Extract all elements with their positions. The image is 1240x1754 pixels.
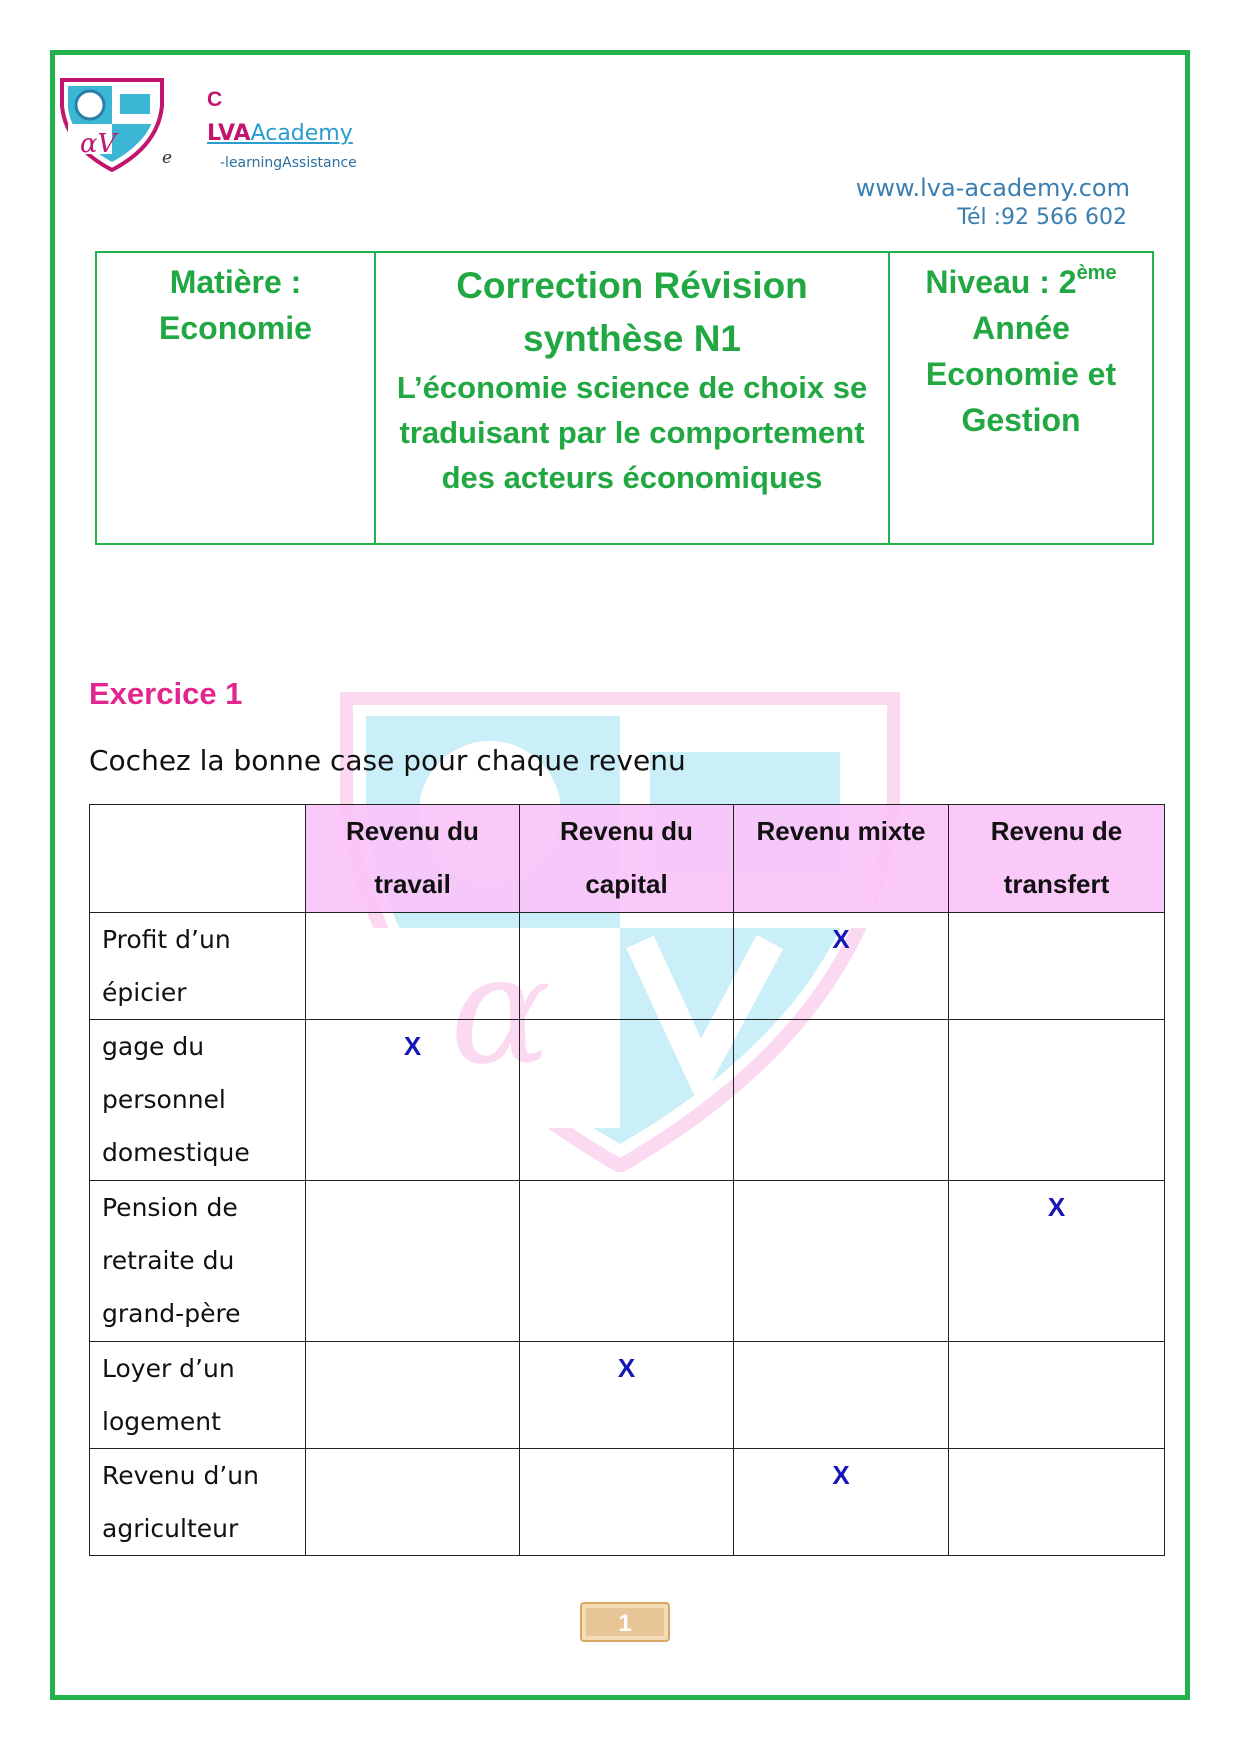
brand-academy: Academy: [250, 121, 353, 146]
income-table: [89, 804, 1165, 1556]
doc-title-line2: synthèse N1: [523, 318, 741, 359]
row-label: Pension de retraite du grand-père: [90, 1181, 306, 1342]
answer-cell[interactable]: [734, 1342, 949, 1449]
subject-cell: [96, 252, 375, 544]
level-sup: ème: [1076, 262, 1117, 284]
answer-cell[interactable]: [306, 1181, 520, 1342]
column-header: Revenu de transfert: [949, 805, 1165, 913]
website-link[interactable]: www.lva-academy.com: [855, 174, 1130, 202]
brand-name: [207, 121, 353, 146]
answer-cell[interactable]: [306, 913, 520, 1020]
doc-subtitle: L’économie science de choix se traduisant par le comportement des acteurs économiques: [396, 370, 868, 495]
answer-cell[interactable]: [734, 1020, 949, 1181]
level-cell: [889, 252, 1153, 544]
answer-cell[interactable]: [734, 1181, 949, 1342]
subject-value: Economie: [159, 310, 312, 346]
subject-label: Matière :: [169, 264, 302, 300]
table-row: [90, 1020, 1165, 1181]
answer-cell[interactable]: [949, 1020, 1165, 1181]
level-label-line: [898, 259, 1144, 305]
answer-cell[interactable]: [306, 1449, 520, 1556]
header-table: [95, 251, 1154, 545]
column-header: Revenu mixte: [734, 805, 949, 913]
table-row: [90, 1449, 1165, 1556]
level-label: Niveau : 2: [925, 264, 1077, 300]
answer-cell[interactable]: [949, 1342, 1165, 1449]
row-label: Revenu d’un agriculteur: [90, 1449, 306, 1556]
table-row: [90, 1181, 1165, 1342]
answer-cell[interactable]: X: [734, 913, 949, 1020]
column-header: Revenu du capital: [520, 805, 734, 913]
brand-letter-e: e: [162, 148, 173, 168]
answer-cell[interactable]: [520, 1020, 734, 1181]
title-cell: [375, 252, 889, 544]
exercise-title: Exercice 1: [89, 676, 243, 711]
level-section: Economie et Gestion: [925, 356, 1117, 438]
brand-letter-c: C: [207, 88, 223, 111]
answer-cell[interactable]: X: [306, 1020, 520, 1181]
brand-subtitle: -learningAssistance: [220, 155, 357, 171]
row-label: gage du personnel domestique: [90, 1020, 306, 1181]
row-label: Profit d’un épicier: [90, 913, 306, 1020]
corner-cell: [90, 805, 306, 913]
svg-text:α: α: [450, 924, 552, 1098]
answer-cell[interactable]: [520, 913, 734, 1020]
level-year: Année: [972, 310, 1070, 346]
answer-cell[interactable]: [949, 1449, 1165, 1556]
phone-number: Tél :92 566 602: [957, 205, 1127, 230]
answer-cell[interactable]: X: [734, 1449, 949, 1556]
lva-logo: [58, 76, 166, 172]
doc-title-line1: Correction Révision: [456, 265, 808, 306]
answer-cell[interactable]: X: [520, 1342, 734, 1449]
answer-cell[interactable]: [520, 1449, 734, 1556]
answer-cell[interactable]: [949, 913, 1165, 1020]
column-header: Revenu du travail: [306, 805, 520, 913]
page-number: 1: [580, 1602, 670, 1642]
row-label: Loyer d’un logement: [90, 1342, 306, 1449]
logo-alpha: αV: [80, 129, 117, 159]
table-row: [90, 913, 1165, 1020]
answer-cell[interactable]: X: [949, 1181, 1165, 1342]
exercise-instruction: Cochez la bonne case pour chaque revenu: [89, 744, 686, 777]
answer-cell[interactable]: [520, 1181, 734, 1342]
answer-cell[interactable]: [306, 1342, 520, 1449]
brand-lva: LVA: [207, 121, 251, 146]
table-row: [90, 1342, 1165, 1449]
table-header-row: [90, 805, 1165, 913]
